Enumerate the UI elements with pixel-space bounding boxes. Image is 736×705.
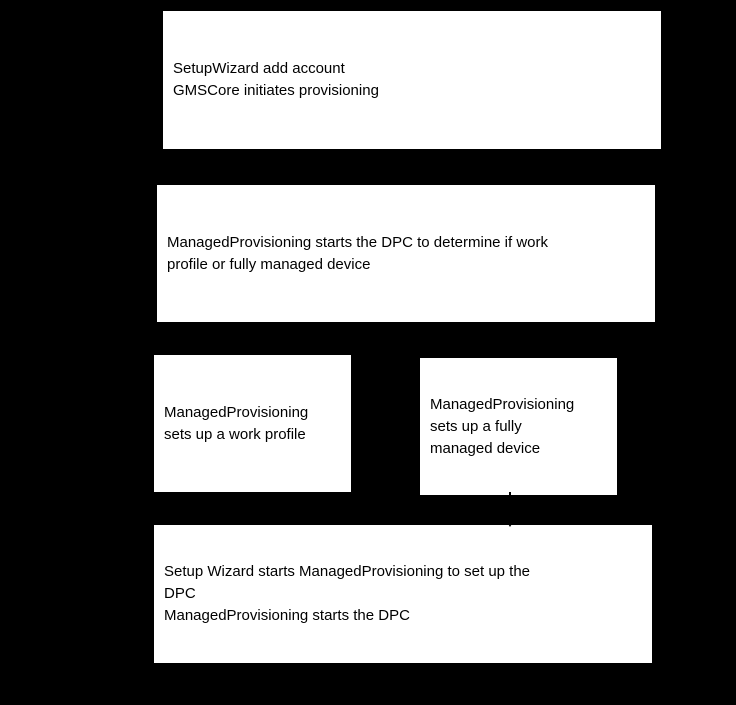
connector-fully-managed-to-setup-wizard bbox=[495, 492, 525, 532]
node-line: ManagedProvisioning starts the DPC bbox=[164, 607, 410, 624]
node-line: GMSCore initiates provisioning bbox=[173, 82, 379, 99]
node-line: ManagedProvisioning starts the DPC to determine if work bbox=[167, 233, 549, 251]
node-line: managed device bbox=[430, 439, 541, 457]
node-line: SetupWizard add account bbox=[173, 60, 345, 77]
node-managed-provisioning-fully-managed[interactable] bbox=[420, 358, 617, 495]
node-line: ManagedProvisioning bbox=[430, 395, 575, 413]
node-line: Setup Wizard starts ManagedProvisioning to set up the bbox=[164, 563, 531, 580]
node-managed-provisioning-starts-dpc[interactable] bbox=[157, 185, 655, 322]
node-line: profile or fully managed device bbox=[167, 255, 371, 273]
node-line: sets up a work profile bbox=[164, 425, 306, 443]
node-setup-wizard-starts-managed-provisioning[interactable] bbox=[154, 525, 652, 663]
node-setup-wizard-add-account[interactable] bbox=[163, 11, 661, 149]
node-line: sets up a fully bbox=[430, 417, 522, 435]
node-line: ManagedProvisioning bbox=[164, 403, 309, 421]
node-line: DPC bbox=[164, 585, 196, 602]
node-managed-provisioning-work-profile[interactable] bbox=[154, 355, 351, 492]
